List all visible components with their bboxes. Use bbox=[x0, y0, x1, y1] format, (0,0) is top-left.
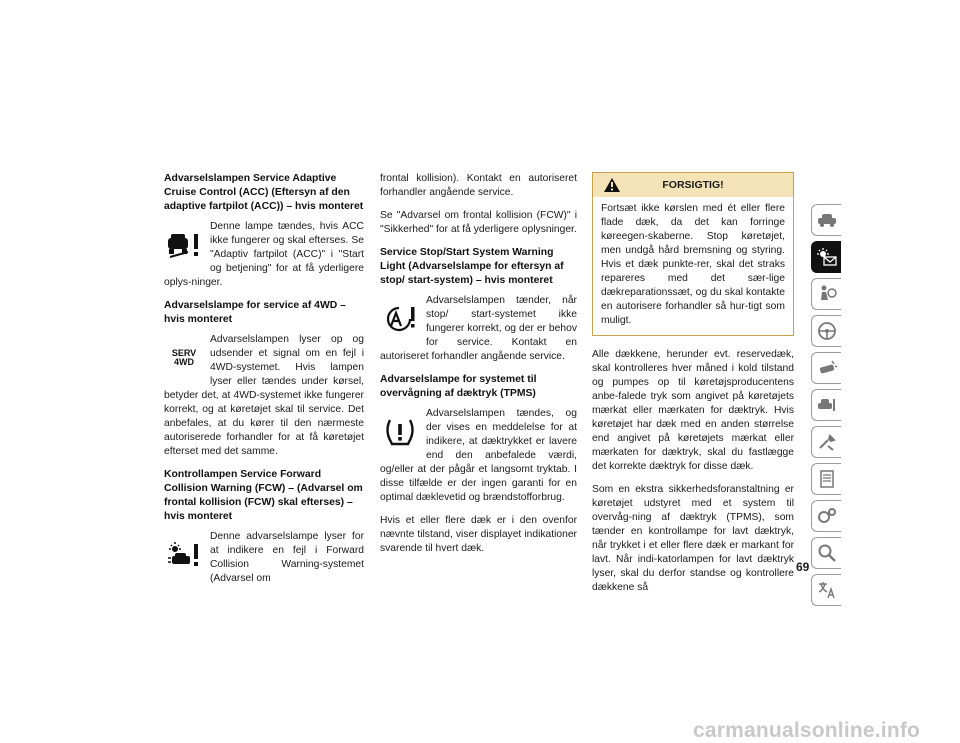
caution-header bbox=[593, 173, 793, 197]
fcw-warning-lamp-icon bbox=[164, 534, 204, 576]
stop-start-lamp-icon bbox=[380, 298, 420, 340]
caution-text: Fortsæt ikke kørslen med ét eller flere flade dæk, da det kan forringe køreegen-skaberne. Stop køretøjet, men undgå hård bremsning og styring. Hvis et dæk punkte-rer, skal det straks repareres med det sær-lige dækreparationssæt, og du skal kontakte en autorisere forhandler så hur-tigt som muligt. bbox=[601, 203, 785, 326]
tools-icon bbox=[816, 432, 838, 452]
tab-instrument-panel[interactable] bbox=[811, 241, 841, 273]
car-service-icon bbox=[816, 395, 838, 415]
fcw-text: Denne advarselslampe lyser for at indikere en fejl i Forward Collision Warning-systemet (Advarsel om bbox=[210, 531, 364, 584]
awd-heading: Advarselslampe for service af 4WD – hvis monteret bbox=[164, 300, 346, 325]
tab-starting-operating[interactable] bbox=[811, 315, 841, 347]
car-crash-icon bbox=[816, 358, 838, 378]
language-icon bbox=[816, 580, 838, 600]
car-icon bbox=[816, 212, 838, 228]
column-middle bbox=[380, 172, 577, 565]
steering-wheel-icon bbox=[816, 321, 838, 341]
document-list-icon bbox=[816, 469, 838, 489]
column-left bbox=[164, 172, 364, 595]
tpms-text-2: Hvis et eller flere dæk er i den ovenfor nævnte tilstand, viser displayet indikationer svarende til hvert dæk. bbox=[380, 515, 577, 554]
tpms-lamp-icon bbox=[380, 411, 420, 453]
fcw-continued-text: frontal kollision). Kontakt en autoriseret forhandler angående service. bbox=[380, 173, 577, 198]
serv-4wd-lamp-icon bbox=[164, 337, 204, 379]
tab-safety[interactable] bbox=[811, 278, 841, 310]
awd-block bbox=[164, 333, 364, 459]
acc-block bbox=[164, 220, 364, 290]
tab-languages[interactable] bbox=[811, 574, 841, 606]
acc-text: Denne lampe tændes, hvis ACC ikke fungerer og skal efterses. Se "Adaptiv fartpilot (ACC)" i "Start og betjening" for at få yderligere oplys-ninger. bbox=[164, 221, 364, 288]
airbag-icon bbox=[816, 284, 838, 304]
tpms-text: Advarselslampen tændes, og der vises en meddelelse for at indikere, at dæktrykket er lavere end den anbefalede værdi, og/eller at der pågår et langsomt tryktab. I disse tilfælde er der ingen garanti for en optimal dæklevetid og brændstofforbrug. bbox=[380, 408, 577, 503]
4wd-label: 4WD bbox=[173, 357, 194, 367]
stop-start-heading: Service Stop/Start System Warning Light (Advarselslampe for eftersyn af stop/ start-system) – hvis monteret bbox=[380, 247, 564, 286]
magnifier-icon bbox=[816, 543, 838, 563]
footer-watermark: carmanualsonline.info bbox=[693, 719, 921, 742]
caution-title: FORSIGTIG! bbox=[662, 179, 724, 191]
acc-heading: Advarselslampen Service Adaptive Cruise Control (ACC) (Eftersyn af den adaptive fartpilot (ACC)) – hvis monteret bbox=[164, 173, 364, 212]
acc-warning-lamp-icon bbox=[164, 224, 204, 266]
stop-start-block bbox=[380, 294, 577, 364]
tpms-safety-paragraph: Som en ekstra sikkerhedsforanstaltning er køretøjet udstyret med et system til overvåg-ning af dæktryk (TPMS), som tænder en kontrollampe for lavt dæktryk, når trykket i et eller flere dæk er markant for lavt. Når indi-katorlampen for lavt dæktryk lyser, skal du derfor standse og kontrollere dækkene så bbox=[592, 484, 794, 593]
tire-check-paragraph: Alle dækkene, herunder evt. reservedæk, skal kontrolleres hver måned i kold tilstand og pumpes op til køretøjsproducentens anbe-falede tryk som angivet på køretøjets mærkat eller mærkaten for dæktryk. Hvis køretøjet har dæk med en anden størrelse end angivet på køretøjets mærkat eller mærkaten for dæktryk, skal du fastlægge det korrekte dæktryk for disse dæk. bbox=[592, 349, 794, 472]
fcw-heading: Kontrollampen Service Forward Collision Warning (FCW) – (Advarsel om frontal kollision (FCW) skal efterses) – hvis monteret bbox=[164, 469, 363, 522]
tab-car-overview[interactable] bbox=[811, 204, 841, 236]
chapter-tabs bbox=[811, 204, 841, 611]
tab-index[interactable] bbox=[811, 537, 841, 569]
tab-emergency[interactable] bbox=[811, 352, 841, 384]
fcw-block bbox=[164, 530, 364, 586]
awd-text: Advarselslampen lyser op og udsender et signal om en fejl i 4WD-systemet. Hvis lampen lyser eller tændes under kørsel, betyder det, at 4WD-systemet ikke fungerer korrekt, og at køretøjet skal til service. Det anbefales, at du kører til den nærmeste autoriserede forhandler for at få køretøjet efterset med det samme. bbox=[164, 334, 364, 457]
tab-technical-specs[interactable] bbox=[811, 426, 841, 458]
tab-multimedia[interactable] bbox=[811, 463, 841, 495]
tab-servicing[interactable] bbox=[811, 389, 841, 421]
page-number: 69 bbox=[796, 560, 810, 574]
warning-light-envelope-icon bbox=[816, 247, 838, 267]
fcw-reference-text: Se "Advarsel om frontal kollision (FCW)" i "Sikkerhed" for at få yderligere oplysninger. bbox=[380, 210, 577, 235]
serv-label: SERV bbox=[171, 348, 197, 358]
column-right bbox=[592, 172, 794, 604]
tpms-heading: Advarselslampe for systemet til overvågning af dæktryk (TPMS) bbox=[380, 374, 537, 399]
gears-icon bbox=[816, 506, 838, 526]
tpms-block bbox=[380, 407, 577, 505]
tab-customer-assistance[interactable] bbox=[811, 500, 841, 532]
caution-box bbox=[592, 172, 794, 336]
caution-warning-icon bbox=[603, 177, 621, 197]
stop-start-text: Advarselslampen tænder, når stop/ start-systemet ikke fungerer korrekt, og der er behov for service. Kontakt en autoriseret forhandler angående service. bbox=[380, 295, 577, 362]
